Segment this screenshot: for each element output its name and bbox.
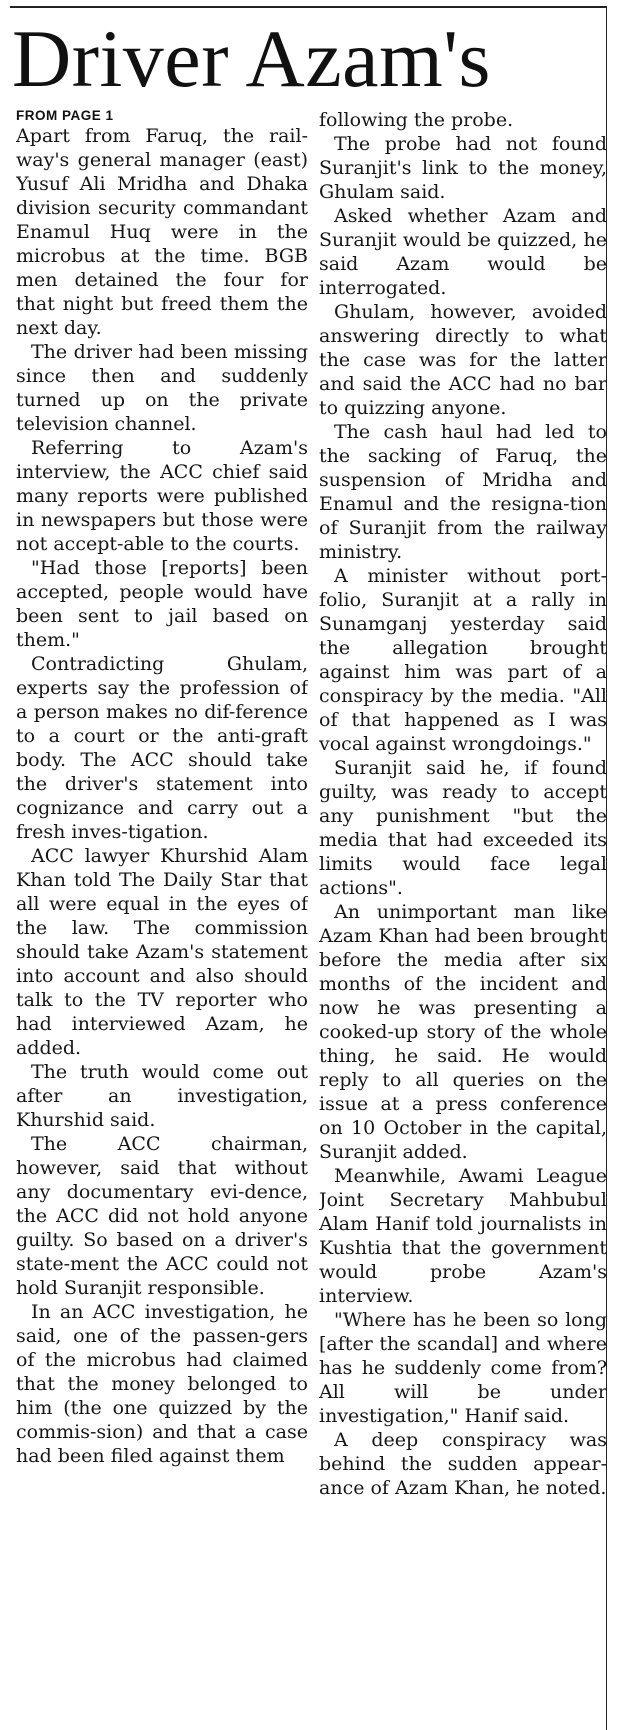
kicker-label: FROM PAGE 1: [16, 108, 114, 123]
paragraph: Apart from Faruq, the rail-way's general manager (east) Yusuf Ali Mridha and Dhaka division security commandant Enamul Huq were in the microbus at the time. BGB men detained the four for that night but freed them the next day.: [16, 125, 308, 339]
paragraph: following the probe.: [319, 109, 514, 131]
paragraph: Suranjit said he, if found guilty, was ready to accept any punishment "but the media that had exceeded its limits would face legal actions".: [319, 757, 607, 899]
right-column: [319, 108, 607, 1728]
paragraph: "Where has he been so long [after the scandal] and where has he suddenly come from? All will be under investigation," Hanif said.: [319, 1309, 607, 1427]
paragraph: The cash haul had led to the sacking of Faruq, the suspension of Mridha and Enamul and the resigna-tion of Suranjit from the railway ministry.: [319, 421, 607, 563]
headline: Driver Azam's: [12, 13, 491, 104]
paragraph: In an ACC investigation, he said, one of the passen-gers of the microbus had claimed that the money belonged to him (the one quizzed by the commis-sion) and that a case had been filed against them: [16, 1301, 308, 1467]
paragraph: Asked whether Azam and Suranjit would be quizzed, he said Azam would be interrogated.: [319, 205, 607, 299]
top-border-rule: [10, 6, 607, 8]
paragraph: Contradicting Ghulam, experts say the profession of a person makes no dif-ference to a court or the anti-graft body. The ACC should take the driver's statement into cognizance and carry out a fresh inves-tigation.: [16, 653, 308, 843]
paragraph: Meanwhile, Awami League Joint Secretary Mahbubul Alam Hanif told journalists in Kushtia that the government would probe Azam's interview.: [319, 1165, 607, 1307]
paragraph: The probe had not found Suranjit's link to the money, Ghulam said.: [319, 133, 607, 203]
paragraph: The driver had been missing since then and suddenly turned up on the private television channel.: [16, 341, 308, 435]
paragraph: The truth would come out after an investigation, Khurshid said.: [16, 1061, 308, 1131]
paragraph: Referring to Azam's interview, the ACC chief said many reports were published in newspapers but those were not accept-able to the courts.: [16, 437, 308, 555]
paragraph: A deep conspiracy was behind the sudden appear-ance of Azam Khan, he noted.: [319, 1429, 607, 1499]
paragraph: Ghulam, however, avoided answering directly to what the case was for the latter and said the ACC had no bar to quizzing anyone.: [319, 301, 607, 419]
paragraph: "Had those [reports] been accepted, people would have been sent to jail based on them.": [16, 557, 308, 651]
paragraph: ACC lawyer Khurshid Alam Khan told The Daily Star that all were equal in the eyes of the law. The commission should take Azam's statement into account and also should talk to the TV reporter who had interviewed Azam, he added.: [16, 845, 308, 1059]
paragraph: A minister without port-folio, Suranjit at a rally in Sunamganj yesterday said the allegation brought against him was part of a conspiracy by the media. "All of that happened as I was vocal against wrongdoings.": [319, 565, 607, 755]
left-column: [16, 108, 308, 1728]
paragraph: The ACC chairman, however, said that without any documentary evi-dence, the ACC did not hold anyone guilty. So based on a driver's state-ment the ACC could not hold Suranjit responsible.: [16, 1133, 308, 1299]
paragraph: An unimportant man like Azam Khan had been brought before the media after six months of the incident and now he was presenting a cooked-up story of the whole thing, he said. He would reply to all queries on the issue at a press conference on 10 October in the capital, Suranjit added.: [319, 901, 607, 1163]
